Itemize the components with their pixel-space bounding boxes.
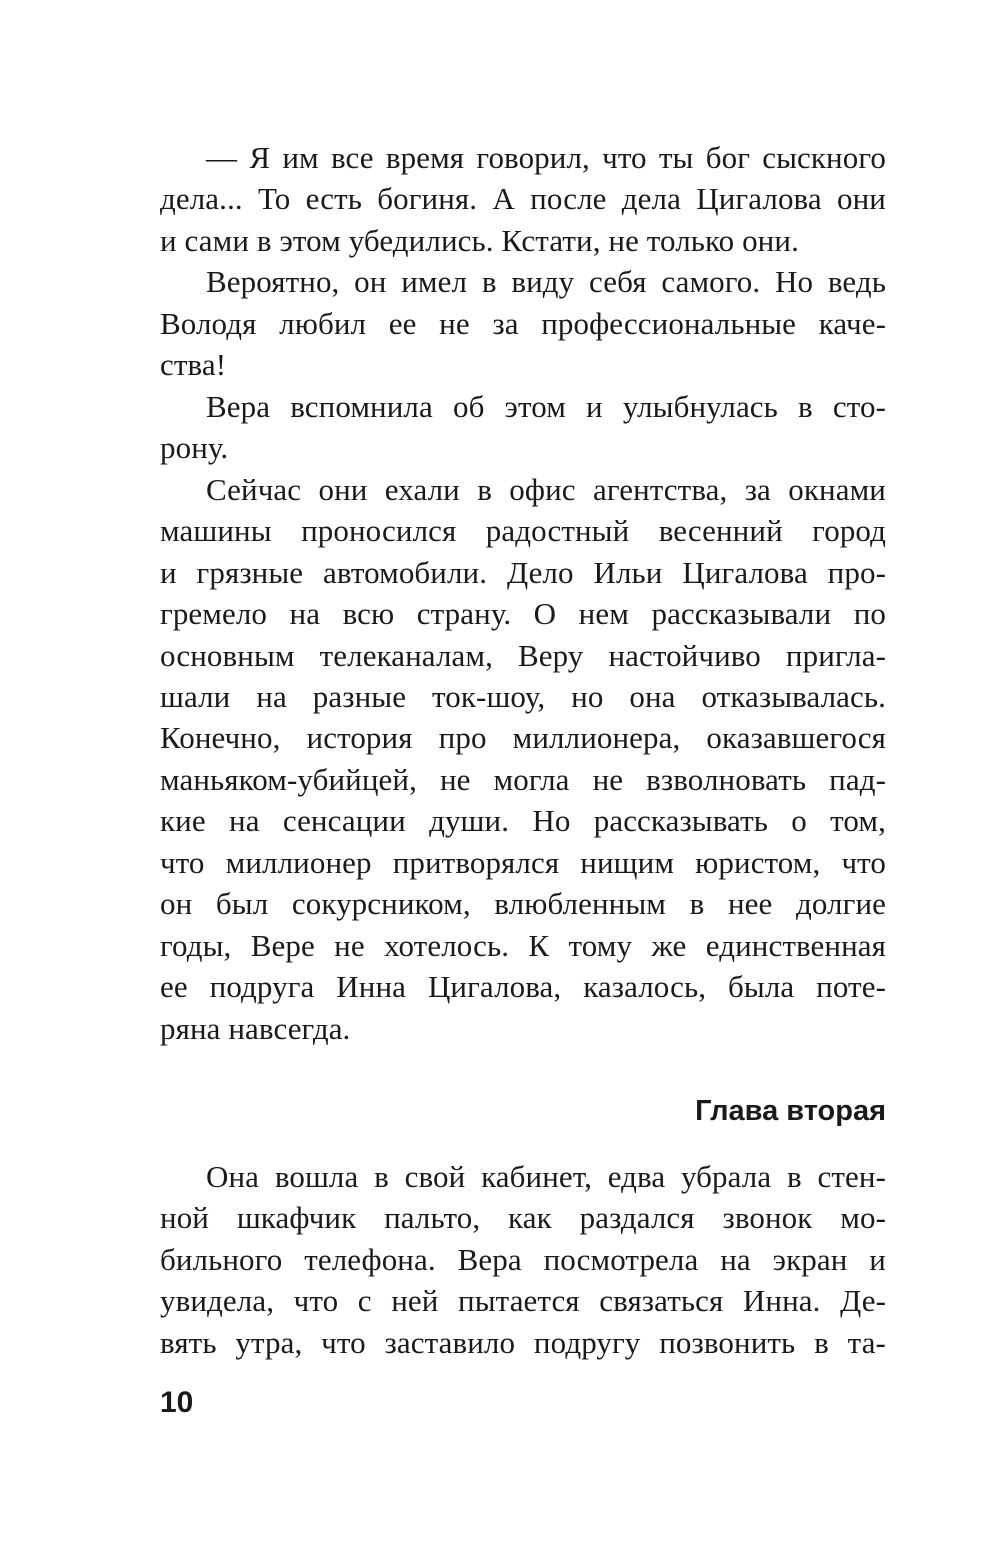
paragraph-4-line-7: Конечно, история про миллионера, оказавшегося [160, 720, 886, 755]
paragraph-1-line-3: и сами в этом убедились. Кстати, не только они. [160, 223, 799, 258]
paragraph-2-line-1: Вероятно, он имел в виду себя самого. Но ведь [206, 264, 886, 299]
paragraph-1-line-2: дела... То есть богиня. А после дела Цигалова они [160, 181, 886, 216]
paragraph-5-line-2: ной шкафчик пальто, как раздался звонок мо- [160, 1200, 886, 1235]
paragraph-4-line-5: основным телеканалам, Веру настойчиво пригла- [160, 638, 886, 673]
paragraph-4-line-6: шали на разные ток-шоу, но она отказывалась. [160, 679, 886, 714]
paragraph-5-line-4: увидела, что с ней пытается связаться Инна. Де- [160, 1283, 886, 1318]
paragraph-4-line-13: ее подруга Инна Цигалова, казалось, была поте- [160, 969, 886, 1004]
page-number: 10 [160, 1386, 194, 1419]
paragraph-3-line-2: рону. [160, 430, 229, 465]
paragraph-4-line-9: кие на сенсации души. Но рассказывать о том, [160, 803, 886, 838]
chapter-title: Глава вторая [695, 1095, 886, 1127]
paragraph-1-line-1: — Я им все время говорил, что ты бог сыскного [206, 140, 886, 175]
paragraph-3-line-1: Вера вспомнила об этом и улыбнулась в сто- [206, 389, 886, 424]
paragraph-4-line-10: что миллионер притворялся нищим юристом, что [160, 845, 886, 880]
paragraph-4-line-3: и грязные автомобили. Дело Ильи Цигалова про- [160, 555, 886, 590]
paragraph-5-line-3: бильного телефона. Вера посмотрела на экран и [160, 1242, 886, 1277]
paragraph-4-line-2: машины проносился радостный весенний город [160, 513, 886, 548]
paragraph-5-line-5: вять утра, что заставило подругу позвонить в та- [160, 1325, 886, 1360]
paragraph-4-line-14: ряна навсегда. [160, 1011, 351, 1046]
paragraph-5-line-1: Она вошла в свой кабинет, едва убрала в стен- [206, 1159, 886, 1194]
paragraph-2-line-3: ства! [160, 347, 227, 382]
paragraph-4-line-1: Сейчас они ехали в офис агентства, за окнами [206, 472, 886, 507]
paragraph-4-line-12: годы, Вере не хотелось. К тому же единственная [160, 928, 886, 963]
paragraph-4-line-4: гремело на всю страну. О нем рассказывали по [160, 596, 886, 631]
paragraph-4-line-8: маньяком-убийцей, не могла не взволновать пад- [160, 762, 886, 797]
paragraph-2-line-2: Володя любил ее не за профессиональные каче- [160, 306, 886, 341]
paragraph-4-line-11: он был сокурсником, влюбленным в нее долгие [160, 886, 886, 921]
